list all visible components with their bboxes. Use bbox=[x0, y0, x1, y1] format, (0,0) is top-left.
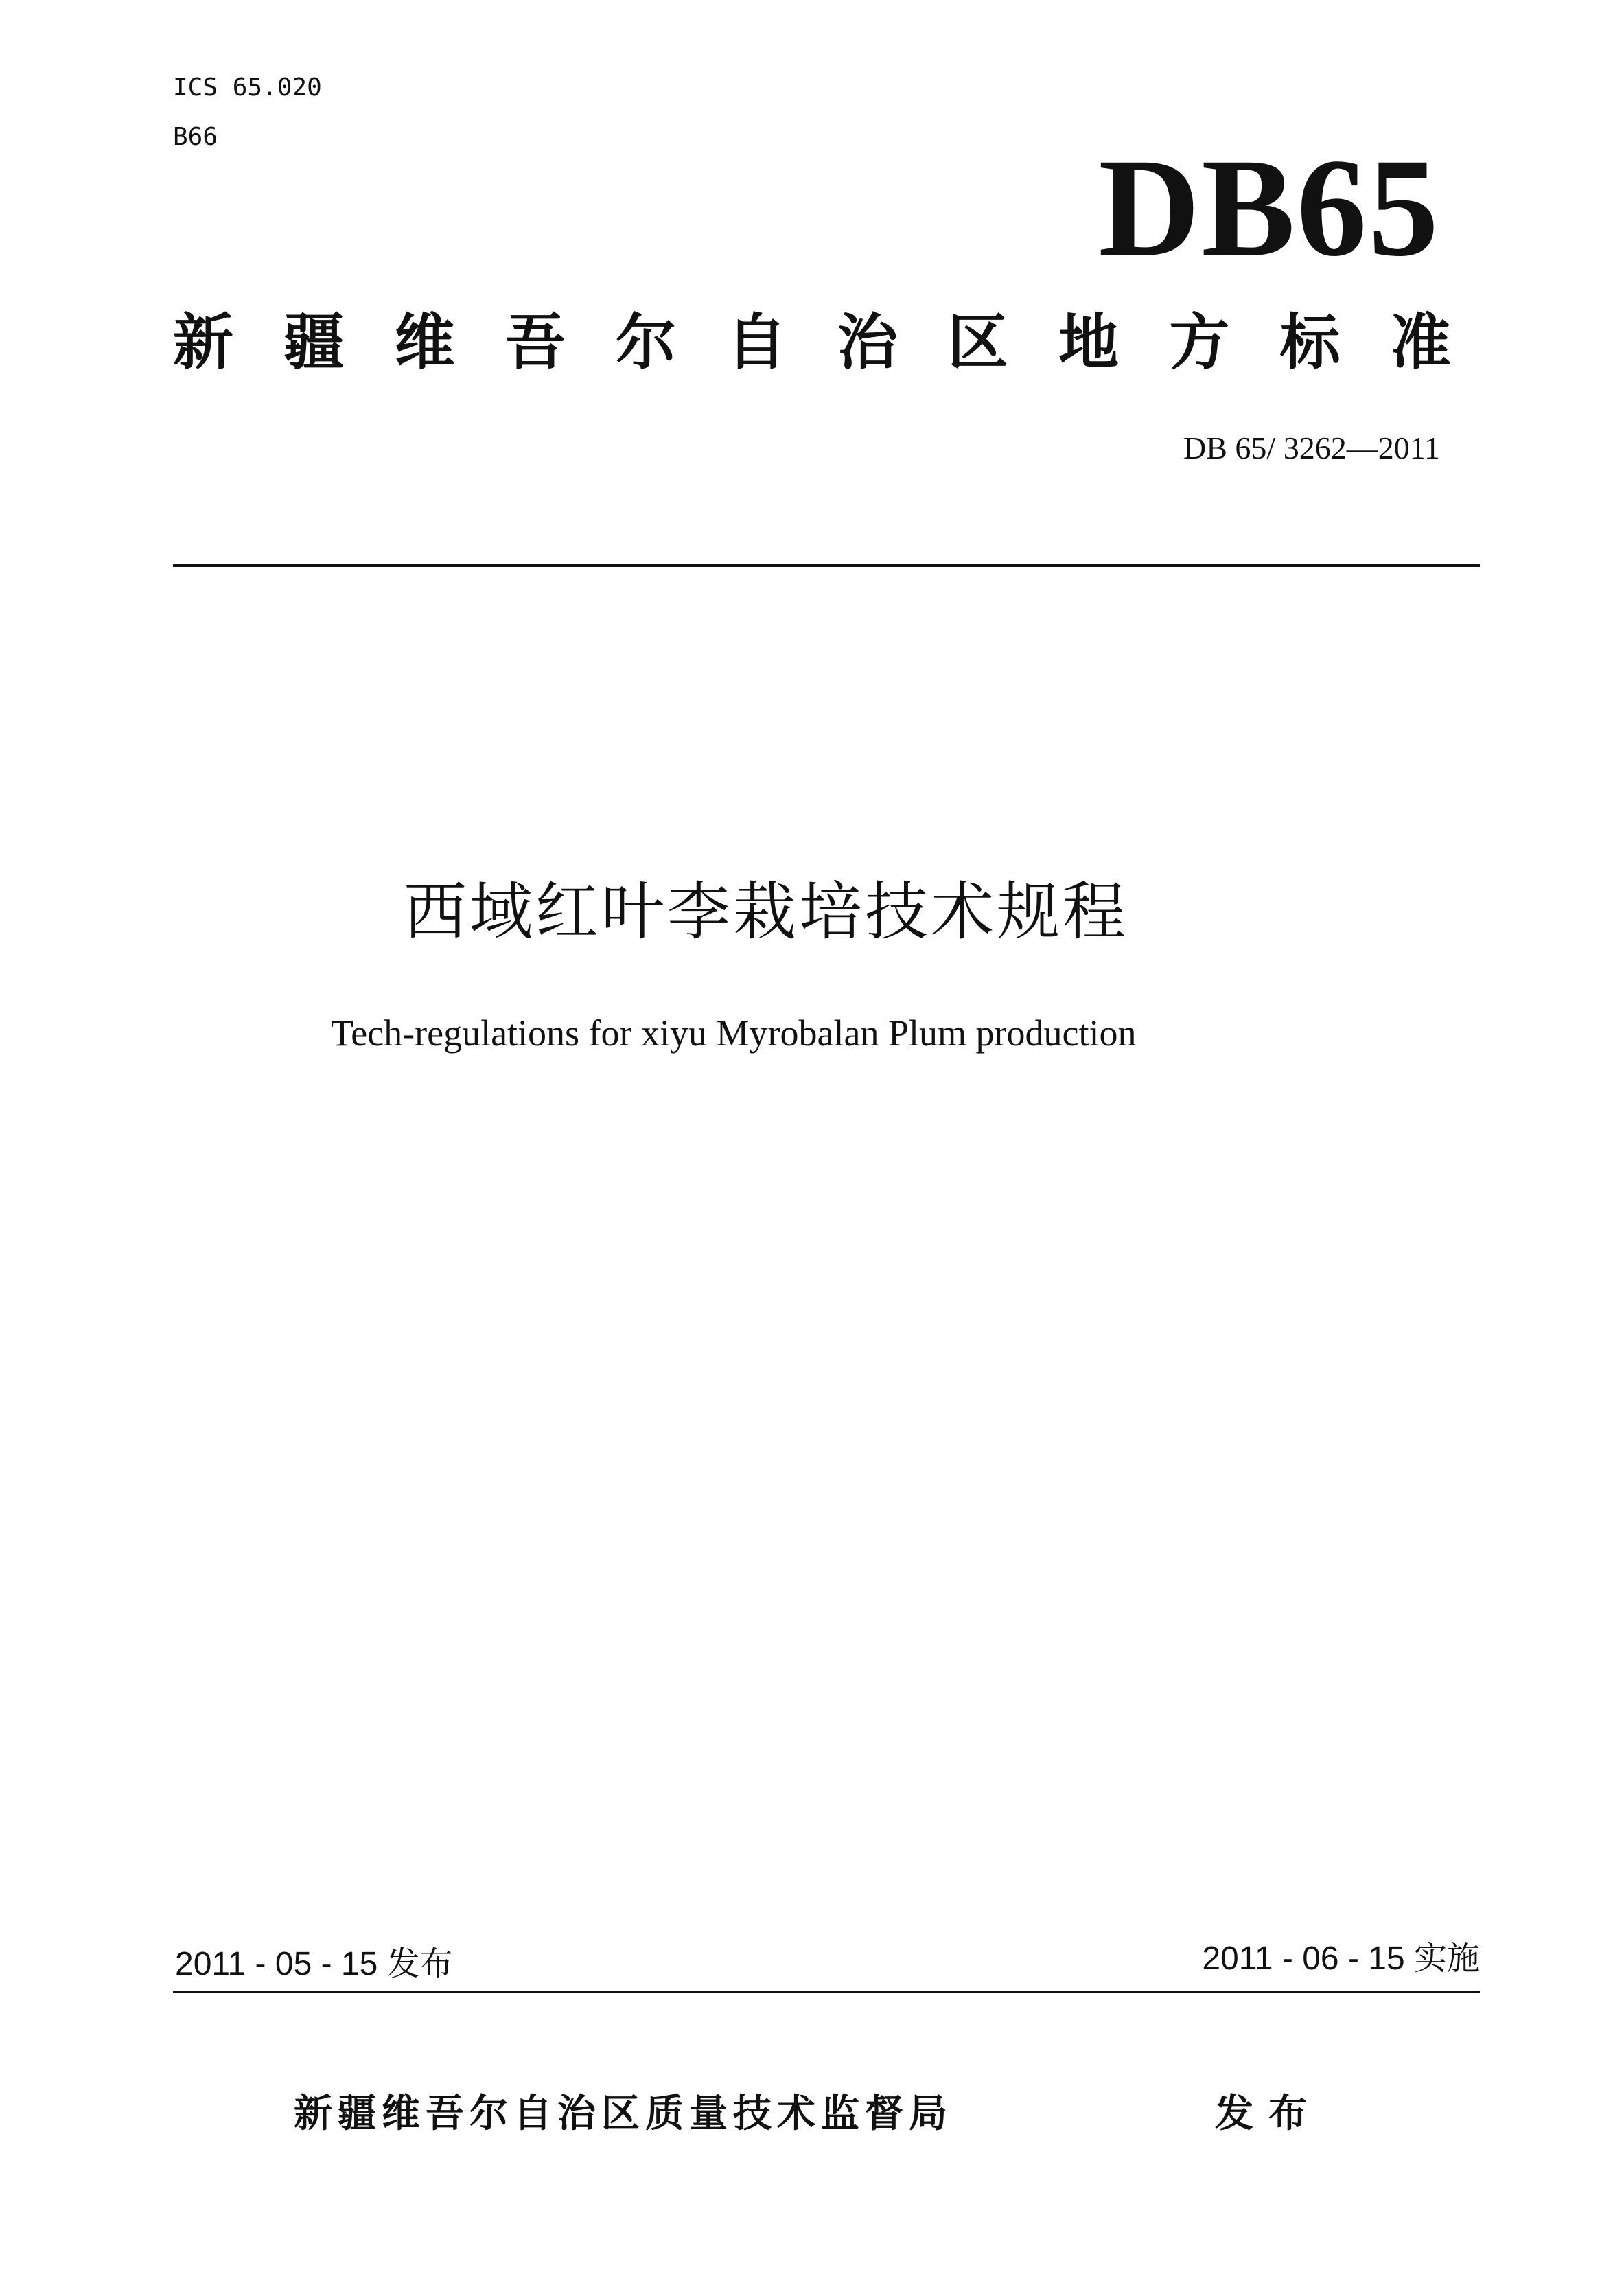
standard-type-char: 维 bbox=[394, 307, 455, 378]
header-divider bbox=[173, 564, 1480, 567]
standard-type-char: 尔 bbox=[616, 307, 677, 378]
implementation-date: 2011 - 06 - 15 实施 bbox=[1202, 1940, 1480, 1977]
standard-code-mark: DB65 bbox=[1098, 130, 1440, 286]
footer-divider bbox=[173, 1991, 1480, 1993]
issue-date: 2011 - 05 - 15 发布 bbox=[175, 1946, 453, 1982]
issuing-authority: 新疆维吾尔自治区质量技术监督局 bbox=[294, 2091, 953, 2136]
standard-type-char: 准 bbox=[1390, 307, 1451, 378]
standard-type-char: 自 bbox=[726, 307, 787, 378]
standard-type-char: 治 bbox=[837, 307, 898, 378]
standard-type-char: 新 bbox=[173, 307, 234, 378]
standard-type-char: 地 bbox=[1058, 307, 1120, 378]
standard-type-char: 区 bbox=[947, 307, 1008, 378]
issuing-action: 发布 bbox=[1215, 2091, 1322, 2136]
standard-type-title bbox=[173, 307, 1451, 378]
standard-type-char: 标 bbox=[1279, 307, 1341, 378]
standard-type-char: 方 bbox=[1169, 307, 1230, 378]
document-title-zh: 西域红叶李栽培技术规程 bbox=[404, 875, 1129, 949]
ccs-code: B66 bbox=[173, 123, 218, 151]
standard-type-char: 疆 bbox=[283, 307, 345, 378]
ics-code: ICS 65.020 bbox=[173, 73, 322, 102]
standard-type-char: 吾 bbox=[504, 307, 566, 378]
document-title-en: Tech-regulations for xiyu Myrobalan Plum production bbox=[331, 1012, 1137, 1054]
standard-number: DB 65/ 3262—2011 bbox=[1183, 430, 1440, 465]
